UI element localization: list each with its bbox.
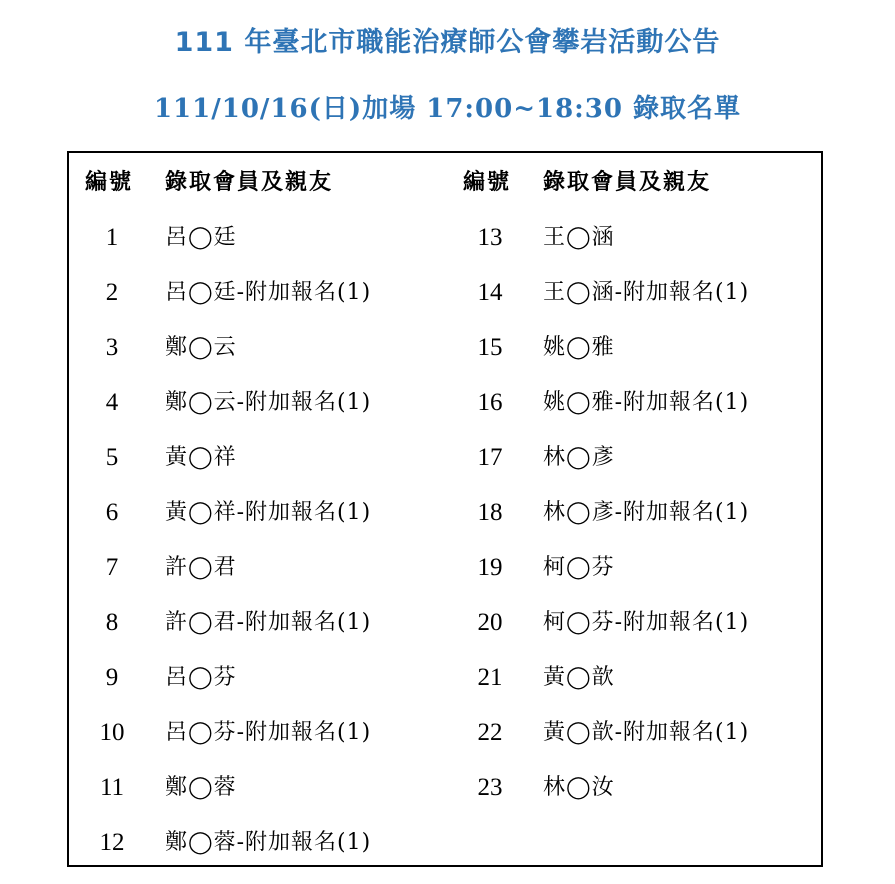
row-member-name: 呂◯芬-附加報名(1) — [165, 720, 372, 745]
row-number: 16 — [477, 389, 503, 416]
table-row — [447, 265, 823, 320]
row-member-name: 姚◯雅 — [543, 335, 615, 360]
row-member-name: 姚◯雅-附加報名(1) — [543, 390, 750, 415]
row-member-name: 鄭◯云 — [165, 335, 237, 360]
table-row — [447, 485, 823, 540]
page-title: 111 年臺北市職能治療師公會攀岩活動公告 — [174, 27, 721, 58]
table-row — [69, 650, 447, 705]
header-number: 編號 — [463, 169, 512, 195]
table-row — [447, 705, 823, 760]
table-row — [69, 595, 447, 650]
row-number: 8 — [105, 609, 119, 636]
table-row — [69, 430, 447, 485]
row-member-name: 黃◯歆-附加報名(1) — [543, 720, 750, 745]
row-number: 11 — [99, 774, 125, 801]
row-number: 9 — [105, 664, 119, 691]
row-member-name: 呂◯廷-附加報名(1) — [165, 280, 372, 305]
table-row — [69, 485, 447, 540]
table-row — [447, 320, 823, 375]
row-member-name: 柯◯芬 — [543, 555, 615, 580]
row-number: 12 — [99, 829, 125, 856]
row-number: 6 — [105, 499, 119, 526]
row-member-name: 許◯君-附加報名(1) — [165, 610, 372, 635]
row-number: 20 — [477, 609, 503, 636]
row-number: 15 — [477, 334, 503, 361]
page-subtitle: 111/10/16(日)加場 17:00~18:30 錄取名單 — [153, 94, 742, 124]
row-member-name: 鄭◯蓉 — [165, 775, 237, 800]
table-row — [69, 375, 447, 430]
row-member-name: 許◯君 — [165, 555, 237, 580]
row-member-name: 林◯彥 — [543, 445, 615, 470]
row-number: 18 — [477, 499, 503, 526]
row-member-name: 黃◯祥-附加報名(1) — [165, 500, 372, 525]
row-number: 5 — [105, 444, 119, 471]
table-row — [69, 265, 447, 320]
row-number: 23 — [477, 774, 503, 801]
table-row — [447, 540, 823, 595]
row-member-name: 林◯彥-附加報名(1) — [543, 500, 750, 525]
table-row — [447, 210, 823, 265]
row-number: 17 — [477, 444, 503, 471]
table-row — [69, 705, 447, 760]
table-row — [447, 650, 823, 705]
table-row — [69, 320, 447, 375]
table-row — [69, 760, 447, 815]
row-member-name: 黃◯歆 — [543, 665, 615, 690]
row-number: 3 — [105, 334, 119, 361]
row-member-name: 鄭◯云-附加報名(1) — [165, 390, 372, 415]
table-row — [447, 595, 823, 650]
row-member-name: 王◯涵 — [543, 225, 615, 250]
row-number: 10 — [99, 719, 125, 746]
row-number: 21 — [477, 664, 503, 691]
row-number: 1 — [105, 224, 119, 251]
row-number: 7 — [105, 554, 119, 581]
table-row — [69, 210, 447, 265]
row-member-name: 呂◯廷 — [165, 225, 237, 250]
row-member-name: 林◯汝 — [543, 775, 615, 800]
header-number: 編號 — [85, 169, 134, 195]
table-row — [69, 540, 447, 595]
table-row — [447, 760, 823, 815]
row-member-name: 鄭◯蓉-附加報名(1) — [165, 830, 372, 855]
table-row — [447, 375, 823, 430]
table-row — [447, 430, 823, 485]
row-member-name: 柯◯芬-附加報名(1) — [543, 610, 750, 635]
header-member: 錄取會員及親友 — [165, 169, 334, 195]
roster-table — [67, 151, 823, 867]
row-member-name: 黃◯祥 — [165, 445, 237, 470]
row-member-name: 呂◯芬 — [165, 665, 237, 690]
row-number: 22 — [477, 719, 503, 746]
row-number: 13 — [477, 224, 503, 251]
row-number: 4 — [105, 389, 119, 416]
row-member-name: 王◯涵-附加報名(1) — [543, 280, 750, 305]
row-number: 2 — [105, 279, 119, 306]
row-number: 19 — [477, 554, 503, 581]
row-number: 14 — [477, 279, 503, 306]
header-member: 錄取會員及親友 — [543, 169, 712, 195]
table-row — [69, 815, 447, 870]
